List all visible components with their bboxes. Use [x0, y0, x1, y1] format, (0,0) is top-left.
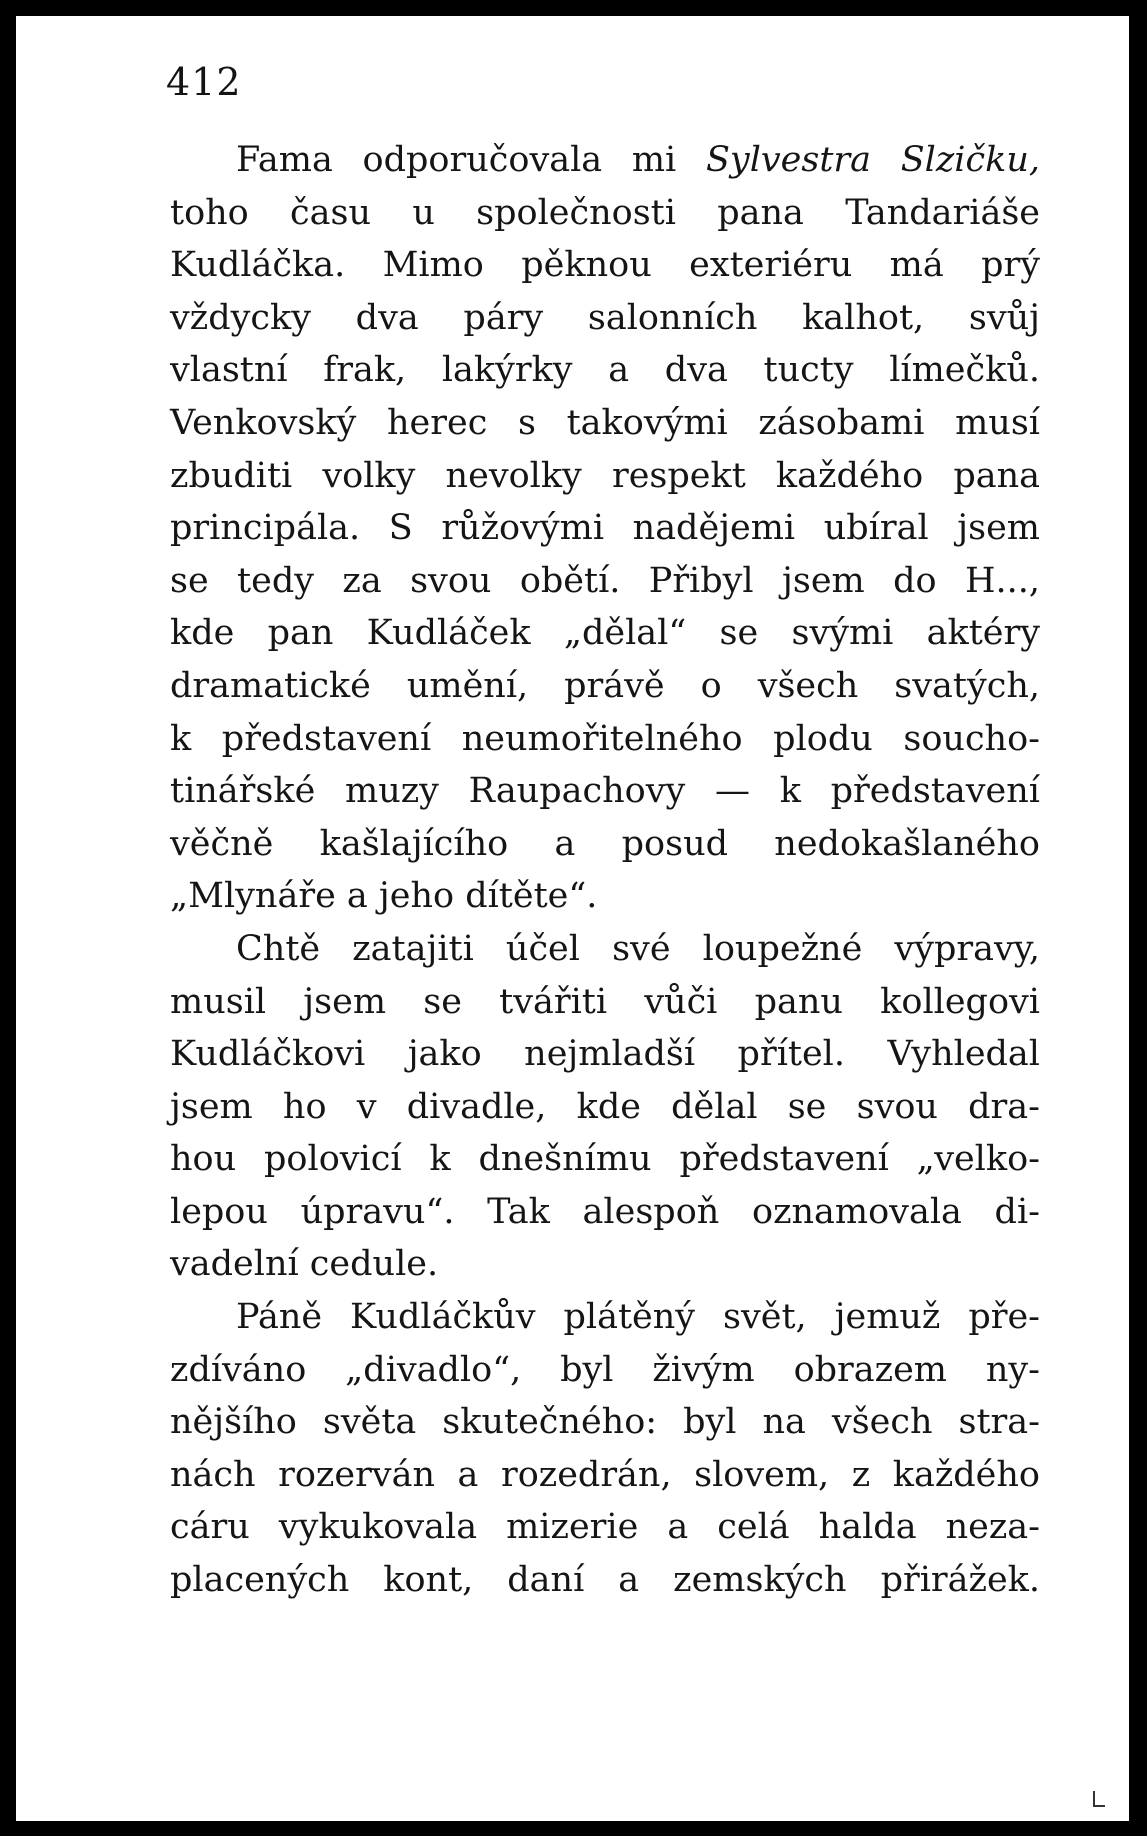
- text-line: jsem ho v divadle, kde dělal se svou dra-: [170, 1086, 1040, 1127]
- text-line: „Mlynáře a jeho dítěte“.: [170, 876, 598, 917]
- text-line: dramatické umění, právě o všech svatých,: [170, 665, 1040, 706]
- text-line: Kudláčkovi jako nejmladší přítel. Vyhledal: [170, 1034, 1040, 1075]
- text-line: cáru vykukovala mizerie a celá halda neza-: [170, 1507, 1040, 1548]
- text-line: toho času u společnosti pana Tandariáše: [170, 192, 1040, 233]
- text-line: vlastní frak, lakýrky a dva tucty límečků.: [170, 350, 1040, 391]
- book-page: [16, 16, 1129, 1821]
- corner-mark: [1093, 1791, 1105, 1807]
- text-line: lepou úpravu“. Tak alespoň oznamovala di-: [170, 1191, 1040, 1232]
- text-line: nách rozerván a rozedrán, slovem, z každého: [170, 1454, 1040, 1495]
- text-line: vždycky dva páry salonních kalhot, svůj: [170, 297, 1040, 338]
- text-line: tinářské muzy Raupachovy — k představení: [170, 771, 1040, 812]
- text-line: Páně Kudláčkův plátěný svět, jemuž pře-: [236, 1297, 1040, 1338]
- text-line: k představení neumořitelného plodu soucho-: [170, 718, 1040, 759]
- text-line: Chtě zatajiti účel své loupežné výpravy,: [236, 928, 1040, 969]
- text-line: zdíváno „divadlo“, byl živým obrazem ny-: [170, 1349, 1040, 1390]
- text-line-italic-name: Sylvestra Slzičku,: [705, 140, 1040, 180]
- text-line-plain: Fama odporučovala mi: [236, 140, 706, 180]
- text-line: Venkovský herec s takovými zásobami musí: [170, 402, 1040, 443]
- text-line: kde pan Kudláček „dělal“ se svými aktéry: [170, 613, 1040, 654]
- text-line: nějšího světa skutečného: byl na všech stra-: [170, 1402, 1040, 1443]
- page-number: 412: [166, 60, 242, 104]
- text-line: zbuditi volky nevolky respekt každého pana: [170, 455, 1040, 496]
- text-line: musil jsem se tvářiti vůči panu kollegovi: [170, 981, 1040, 1022]
- text-line: hou polovicí k dnešnímu představení „velko-: [170, 1139, 1040, 1180]
- text-line: [170, 134, 1040, 187]
- text-line: vadelní cedule.: [170, 1244, 439, 1285]
- text-line: věčně kašlajícího a posud nedokašlaného: [170, 823, 1040, 864]
- text-line: placených kont, daní a zemských přirážek.: [170, 1560, 1040, 1601]
- text-line: principála. S růžovými nadějemi ubíral jsem: [170, 508, 1040, 549]
- text-line: Kudláčka. Mimo pěknou exteriéru má prý: [170, 245, 1040, 286]
- text-line: se tedy za svou obětí. Přibyl jsem do H...,: [170, 560, 1040, 601]
- body-text: [170, 134, 1040, 1607]
